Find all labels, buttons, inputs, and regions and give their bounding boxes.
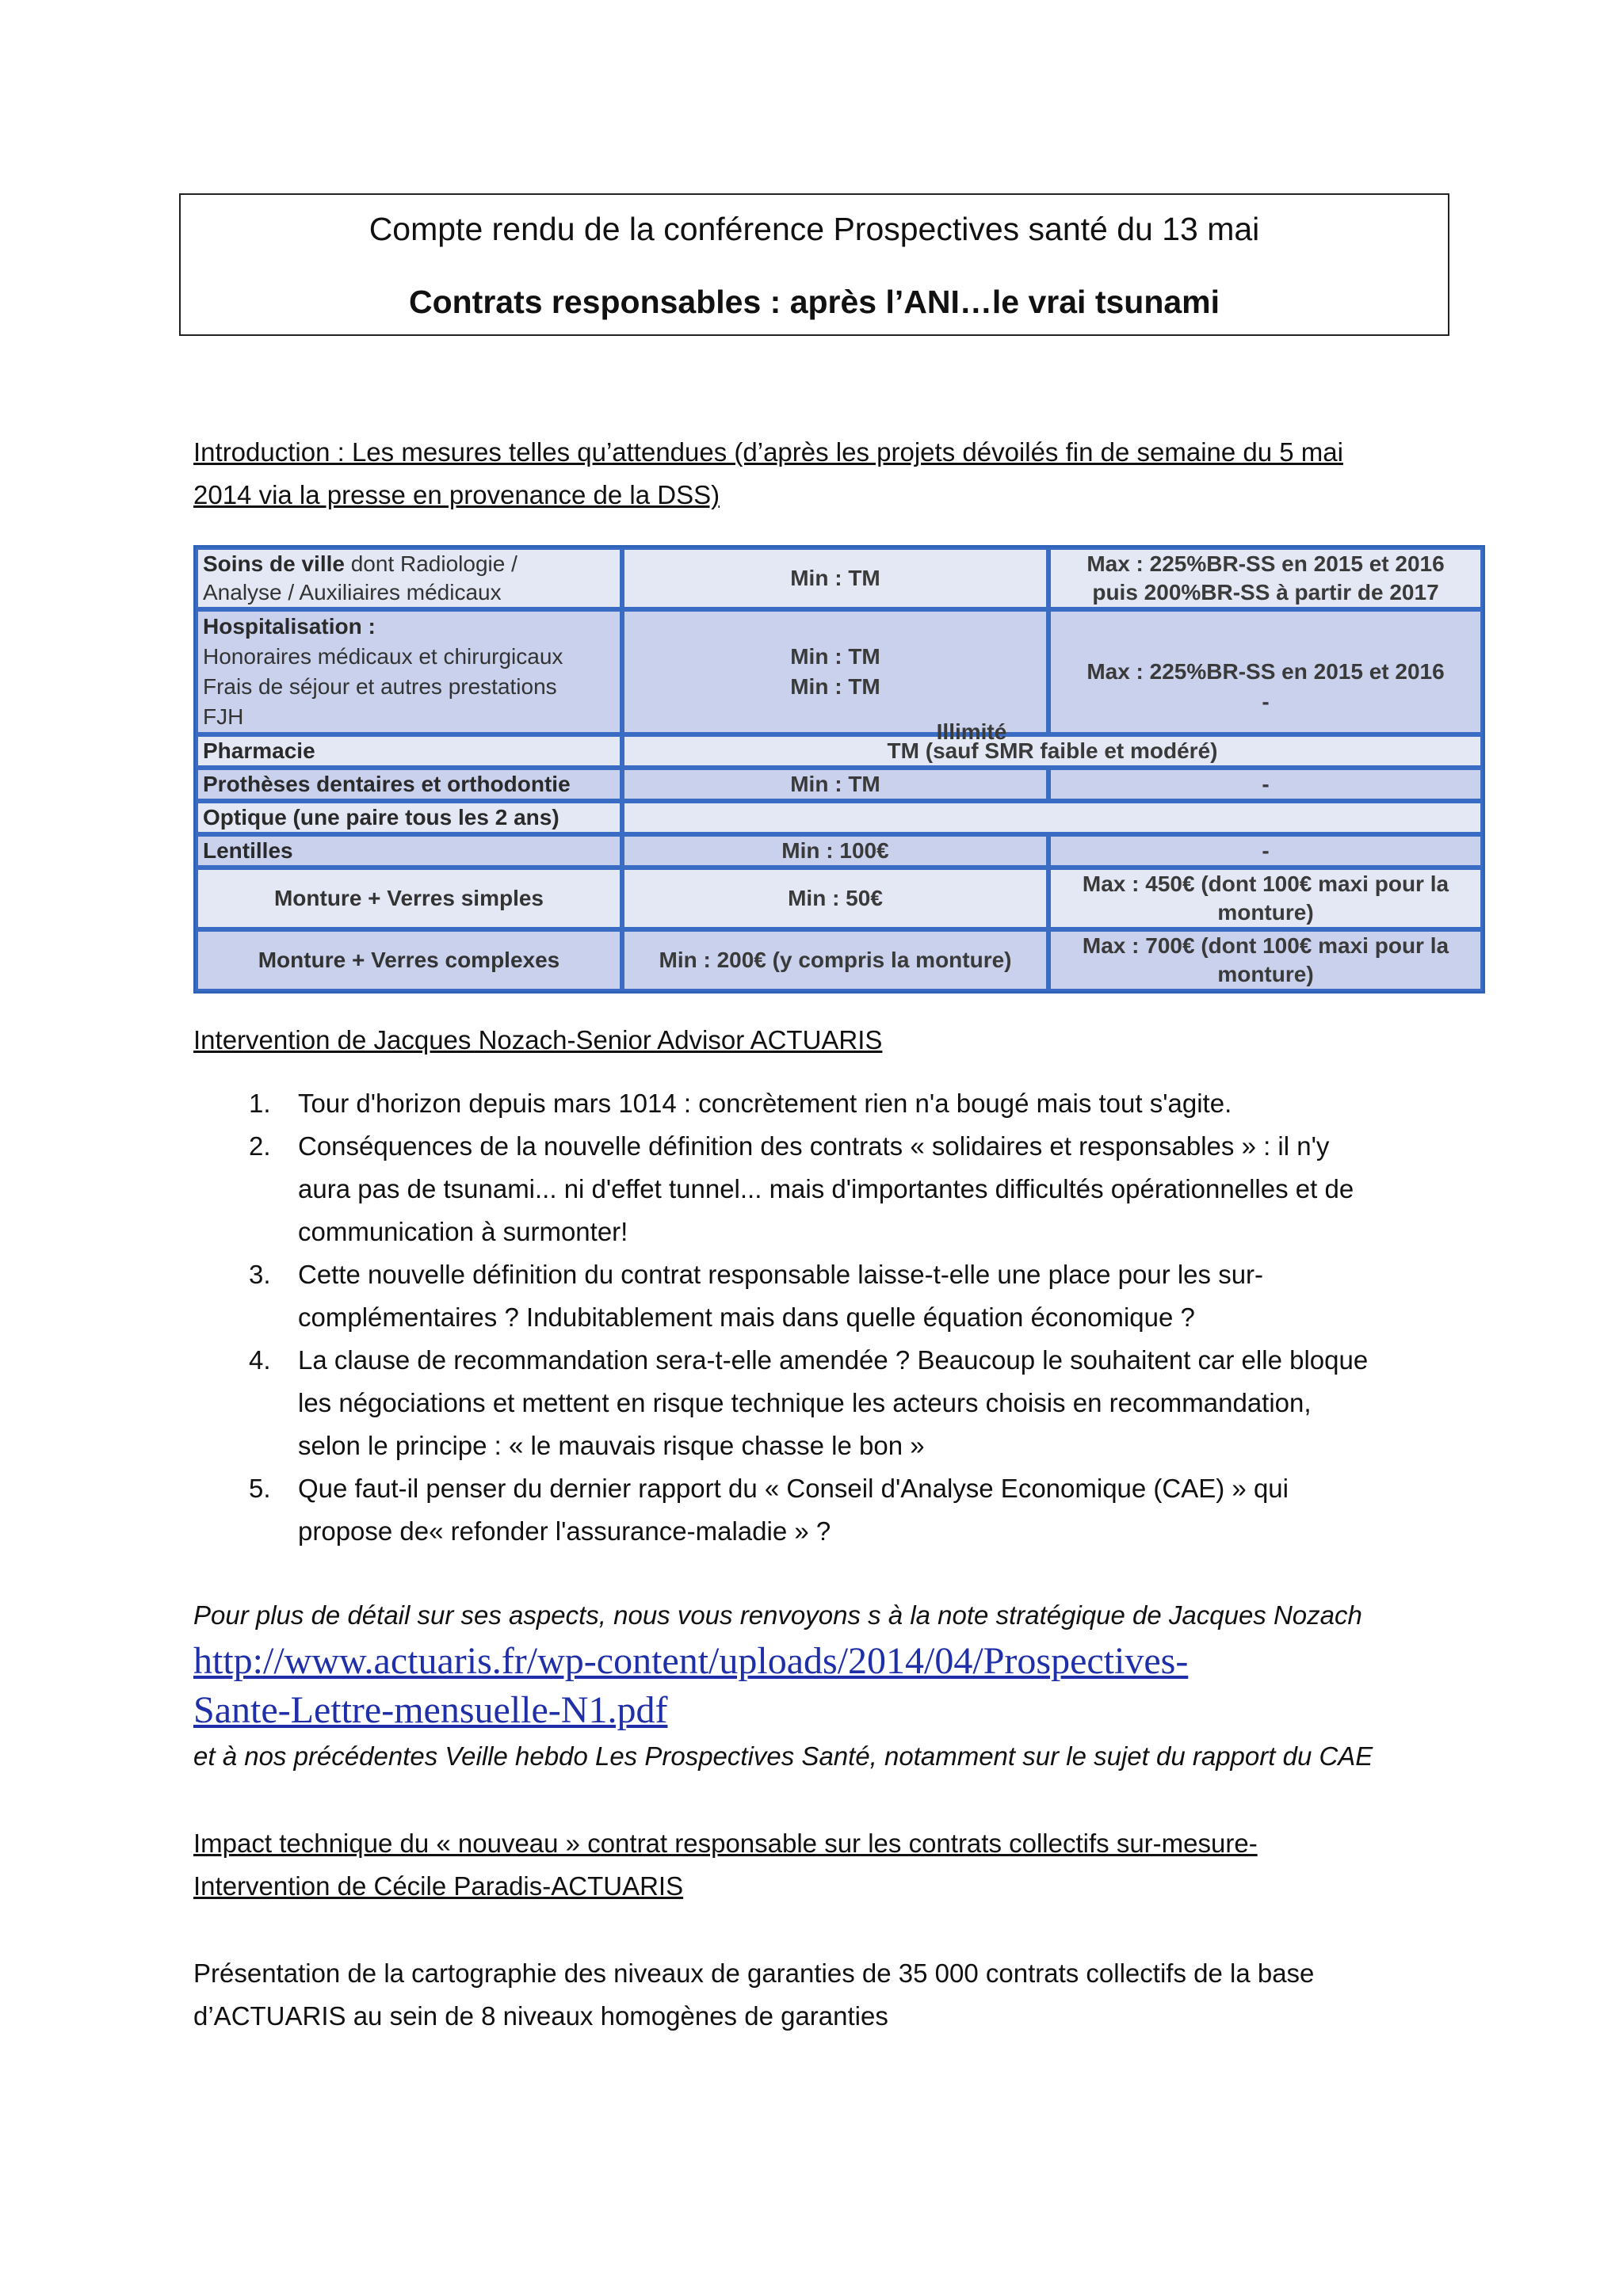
table-cell: Pharmacie xyxy=(196,734,622,768)
presentation-line-1: Présentation de la cartographie des niveaux de garanties de 35 000 contrats collectifs de la base xyxy=(193,1958,1315,1988)
table-cell: Min : TM xyxy=(622,768,1048,801)
table-cell: Monture + Verres complexes xyxy=(196,929,622,991)
impact-heading-line-2: Intervention de Cécile Paradis-ACTUARIS xyxy=(193,1871,684,1901)
table-cell: Min : TM xyxy=(622,547,1048,609)
table-cell: Min : 100€ xyxy=(622,834,1048,868)
table-row xyxy=(196,834,1483,868)
list-item: 3. Cette nouvelle définition du contrat responsable laisse-t-elle une place pour les sur- complémentaires ? Indubitablement mais dans quelle équation économique ? xyxy=(249,1260,1264,1332)
table-cell: Min : 200€ (y compris la monture) xyxy=(622,929,1048,991)
conference-subtitle: Compte rendu de la conférence Prospectives santé du 13 mai xyxy=(369,211,1260,247)
impact-heading-line-1: Impact technique du « nouveau » contrat responsable sur les contrats collectifs sur-mesure- xyxy=(193,1829,1258,1858)
measures-table xyxy=(193,545,1485,994)
table-row xyxy=(196,547,1483,609)
table-row xyxy=(196,609,1483,734)
table-row xyxy=(196,801,1483,834)
note-link[interactable]: http://www.actuaris.fr/wp-content/uploads/2014/04/Prospectives- Sante-Lettre-mensuelle-N1.pdf xyxy=(193,1640,1189,1731)
table-cell: Monture + Verres simples xyxy=(196,868,622,929)
table-cell: TM (sauf SMR faible et modéré) xyxy=(622,734,1483,768)
table-cell: Max : 225%BR-SS en 2015 et 2016 puis 200%BR-SS à partir de 2017 xyxy=(1048,547,1483,609)
list-item: 1. Tour d'horizon depuis mars 1014 : concrètement rien n'a bougé mais tout s'agite. xyxy=(249,1089,1232,1118)
table-cell: Min : 50€ xyxy=(622,868,1048,929)
table-cell: Optique (une paire tous les 2 ans) xyxy=(196,801,622,834)
table-cell: Lentilles xyxy=(196,834,622,868)
table-cell: Prothèses dentaires et orthodontie xyxy=(196,768,622,801)
table-row xyxy=(196,868,1483,929)
table-row xyxy=(196,768,1483,801)
presentation-line-2: d’ACTUARIS au sein de 8 niveaux homogènes de garanties xyxy=(193,2001,888,2031)
table-cell: Max : 225%BR-SS en 2015 et 2016 - Illimité xyxy=(1048,609,1483,734)
table-cell: - xyxy=(1048,768,1483,801)
note-line-1: Pour plus de détail sur ses aspects, nous vous renvoyons s à la note stratégique de Jacques Nozach xyxy=(193,1600,1362,1630)
table-cell: Max : 450€ (dont 100€ maxi pour la monture) xyxy=(1048,868,1483,929)
document-title: Contrats responsables : après l’ANI…le vrai tsunami xyxy=(408,284,1220,320)
intro-line-2: 2014 via la presse en provenance de la DSS) xyxy=(193,480,720,509)
title-box xyxy=(179,193,1449,336)
topics-list xyxy=(193,1082,1461,1553)
intro-line-1: Introduction : Les mesures telles qu’attendues (d’après les projets dévoilés fin de semaine du 5 mai xyxy=(193,437,1343,467)
table-row xyxy=(196,929,1483,991)
table-cell: - xyxy=(1048,834,1483,868)
list-item: 5. Que faut-il penser du dernier rapport du « Conseil d'Analyse Economique (CAE) » qui propose de« refonder l'assurance-maladie » ? xyxy=(249,1474,1289,1546)
table-cell: Soins de ville dont Radiologie / Analyse / Auxiliaires médicaux xyxy=(196,547,622,609)
intervention-heading-1: Intervention de Jacques Nozach-Senior Advisor ACTUARIS xyxy=(193,1025,883,1055)
note-line-2: et à nos précédentes Veille hebdo Les Prospectives Santé, notamment sur le sujet du rapport du CAE xyxy=(193,1741,1373,1771)
list-item: 4. La clause de recommandation sera-t-elle amendée ? Beaucoup le souhaitent car elle bloque les négociations et mettent en risque technique les acteurs choisis en recommandation, selon le principe : « le mauvais risque chasse le bon » xyxy=(249,1345,1369,1460)
table-cell: Min : TM Min : TM xyxy=(622,609,1048,734)
table-cell: Hospitalisation : Honoraires médicaux et chirurgicaux Frais de séjour et autres prestations FJH xyxy=(196,609,622,734)
table-cell: Max : 700€ (dont 100€ maxi pour la monture) xyxy=(1048,929,1483,991)
list-item: 2. Conséquences de la nouvelle définition des contrats « solidaires et responsables » : il n'y aura pas de tsunami... ni d'effet tunnel... mais d'importantes difficultés opérationnelles et de communication à surmonter! xyxy=(249,1131,1354,1246)
table-cell xyxy=(622,801,1483,834)
